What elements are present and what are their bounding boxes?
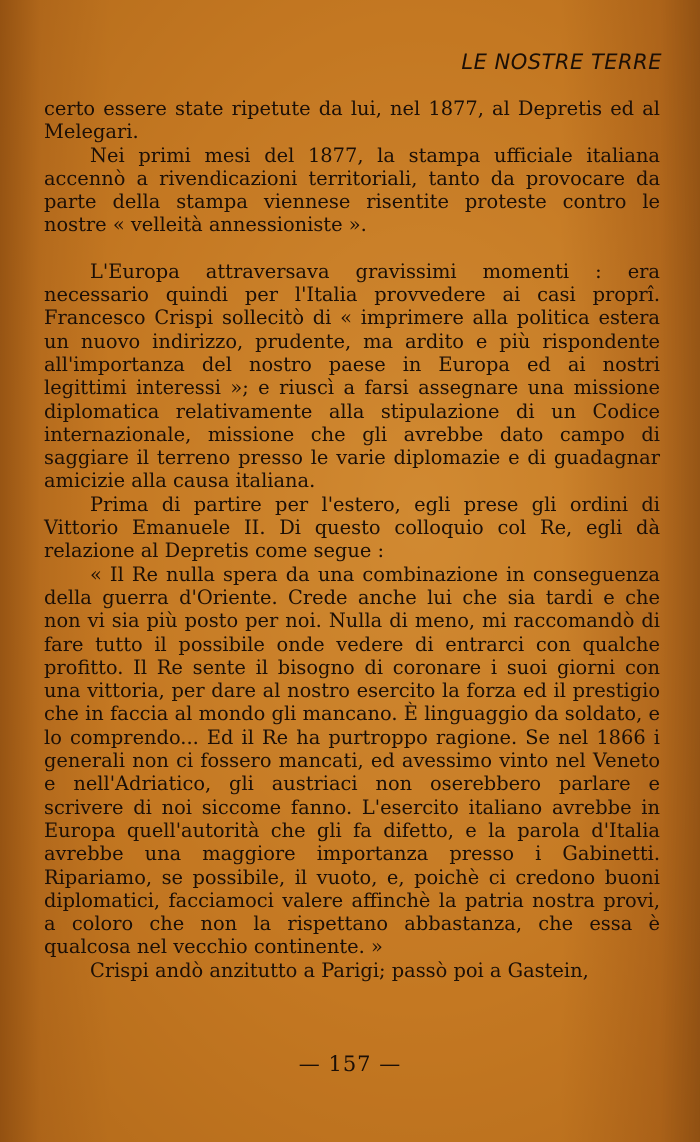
- body-text: [44, 97, 660, 982]
- paragraph: L'Europa attraversava gravissimi momenti : era necessario quindi per l'Italia provvedere ai casi proprî. Francesco Crispi sollecitò di « imprimere alla politica estera un nuovo indirizzo, prudente, ma ardito e più rispondente all'importanza del nostro paese in Europa ed ai nostri legittimi interessi »; e riuscì a farsi assegnare una missione diplomatica relativamente alla stipulazione di un Codice internazionale, missione che gli avrebbe dato campo di saggiare il terreno presso le varie diplomazie e di guadagnar amicizie alla causa italiana.: [44, 259, 660, 493]
- paragraph: Crispi andò anzitutto a Parigi; passò poi a Gastein,: [90, 958, 589, 982]
- paragraph: Prima di partire per l'estero, egli prese gli ordini di Vittorio Emanuele II. Di questo colloquio col Re, egli dà relazione al Depretis come segue :: [44, 492, 660, 563]
- running-head: LE NOSTRE TERRE: [461, 50, 662, 74]
- quotation-paragraph: « Il Re nulla spera da una combinazione in conseguenza della guerra d'Oriente. Crede anche lui che sia tardi e che non vi sia più posto per noi. Nulla di meno, mi raccomandò di fare tutto il possibile onde vedere di entrarci con qualche profitto. Il Re sente il bisogno di coronare i suoi giorni con una vittoria, per dare al nostro esercito la forza ed il prestigio che in faccia al mondo gli mancano. È linguaggio da soldato, e lo comprendo... Ed il Re ha purtroppo ragione. Se nel 1866 i generali non ci fossero mancati, ed avessimo vinto nel Veneto e nell'Adriatico, gli austriaci non oserebbero parlare e scrivere di noi siccome fanno. L'esercito italiano avrebbe in Europa quell'autorità che gli fa difetto, e la parola d'Italia avrebbe una maggiore importanza presso i Gabinetti. Ripariamo, se possibile, il vuoto, e, poichè ci credono buoni diplomatici, facciamoci valere affinchè la patria nostra provi, a coloro che non la rispettano abbastanza, che essa è qualcosa nel vecchio continente. »: [44, 562, 660, 959]
- paragraph: Nei primi mesi del 1877, la stampa ufficiale italiana accennò a rivendicazioni territoriali, tanto da provocare da parte della stampa viennese risentite proteste contro le nostre « velleità annessioniste ».: [44, 143, 660, 237]
- page-number: — 157 —: [298, 1052, 402, 1076]
- paragraph-continuation: certo essere state ripetute da lui, nel 1877, al Depretis ed al Melegari.: [44, 97, 660, 144]
